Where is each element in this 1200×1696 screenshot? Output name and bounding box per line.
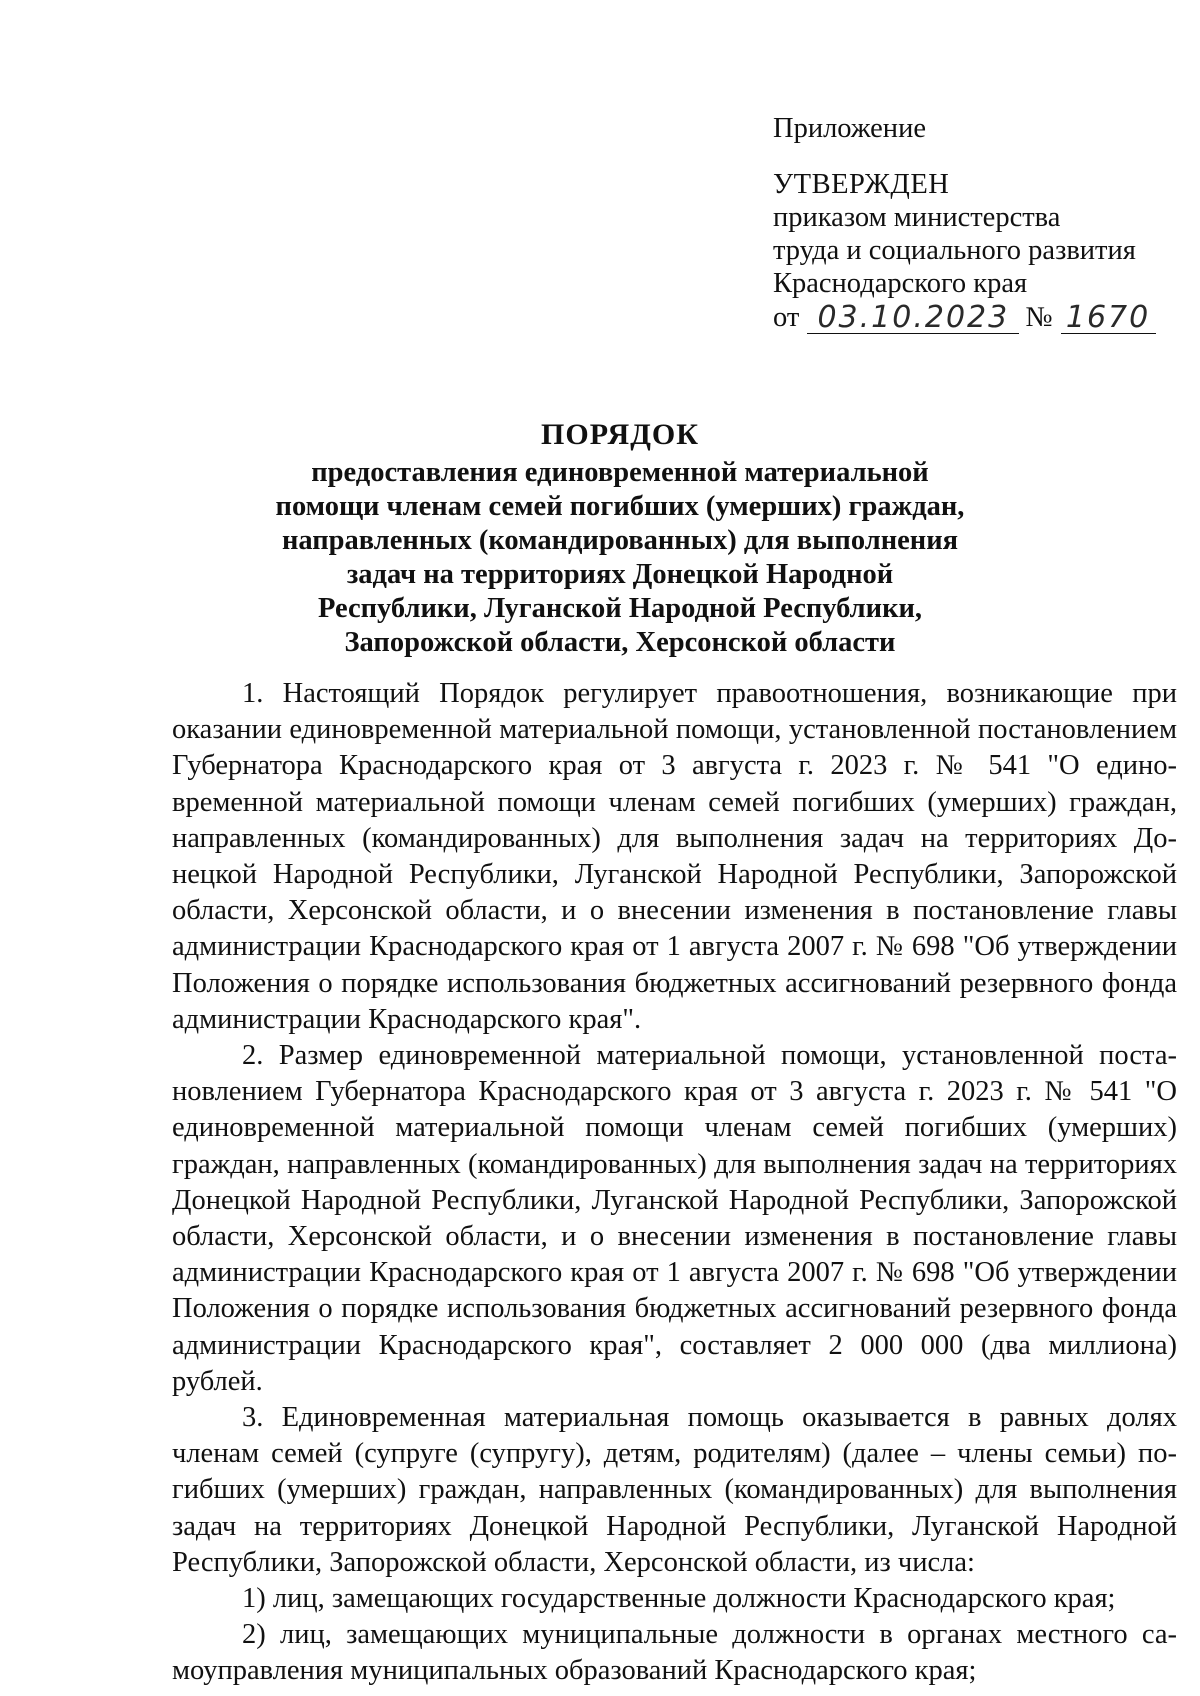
paragraph-2: 2. Размер единовременной материальной помощи, установленной постановлением Губернатора Краснодарского края от 3 августа г. 2023 г. № 541 "О единовременной материальной помощи членам семей погибших (умерших) граждан, направленных (командированных) для выполнения задач на территориях Донецкой Народной Республики, Луганской Народной Республики, Запорожской области, Херсонской области, и о внесении изменения в постановление главы администрации Краснодарского края от 1 августа 2007 г. № 698 "Об утверждении Положения о порядке использования бюджетных ассигнований резервного фонда администрации Краснодарского края", составляет 2 000 000 (два миллиона) рублей. bbox=[172, 1040, 1177, 1397]
title-line: помощи членам семей погибших (умерших) граждан, bbox=[275, 491, 965, 522]
list-item-1: 1) лиц, замещающих государственные должности Краснодарского края; bbox=[242, 1583, 1116, 1615]
handwritten-date: 03.10.2023 bbox=[807, 303, 1019, 334]
paragraph-3: 3. Единовременная материальная помощь оказывается в равных долях членам семей (супруге (супругу), детям, родителям) (далее – члены семьи) погибших (умерших) граждан, направленных (командированных) для выполнения задач на территориях Донецкой Народной Республики, Луганской Народной Республики, Запорожской области, Херсонской области, из числа: bbox=[172, 1402, 1177, 1578]
title-line: Республики, Луганской Народной Республики, bbox=[317, 593, 923, 624]
approval-date-line bbox=[773, 301, 1173, 334]
approval-stamp-block bbox=[773, 112, 1173, 334]
handwritten-number: 1670 bbox=[1061, 303, 1156, 334]
list-item-2: 2) лиц, замещающих муниципальные должности в органах местного самоуправления муниципальных образований Краснодарского края; bbox=[172, 1619, 1177, 1687]
approval-line-3: Краснодарского края bbox=[773, 268, 1028, 299]
document-body bbox=[172, 676, 1177, 1690]
title-line: направленных (командированных) для выполнения bbox=[281, 525, 959, 556]
title-line: предоставления единовременной материальной bbox=[311, 457, 929, 488]
approval-line-2: труда и социального развития bbox=[773, 235, 1136, 266]
approval-line-1: приказом министерства bbox=[773, 202, 1061, 233]
document-title-block bbox=[170, 418, 1070, 660]
appendix-label: Приложение bbox=[773, 113, 926, 144]
number-prefix: № bbox=[1025, 302, 1053, 333]
paragraph-1: 1. Настоящий Порядок регулирует правоотношения, возникающие при оказании единовременной материальной помощи, установленной постановлением Губернатора Краснодарского края от 3 августа г. 2023 г. № 541 "О единовременной материальной помощи членам семей погибших (умерших) граждан, направленных (командированных) для выполнения задач на территориях Донецкой Народной Республики, Луганской Народной Республики, Запорожской области, Херсонской области, и о внесении изменения в постановление главы администрации Краснодарского края от 1 августа 2007 г. № 698 "Об утверждении Положения о порядке использования бюджетных ассигнований резервного фонда администрации Краснодарского края". bbox=[172, 678, 1177, 1035]
date-prefix: от bbox=[773, 302, 800, 333]
title-line: задач на территориях Донецкой Народной bbox=[346, 559, 894, 590]
title-line: Запорожской области, Херсонской области bbox=[344, 627, 896, 658]
approved-label: УТВЕРЖДЕН bbox=[773, 169, 950, 200]
document-title: ПОРЯДОК bbox=[541, 418, 699, 451]
